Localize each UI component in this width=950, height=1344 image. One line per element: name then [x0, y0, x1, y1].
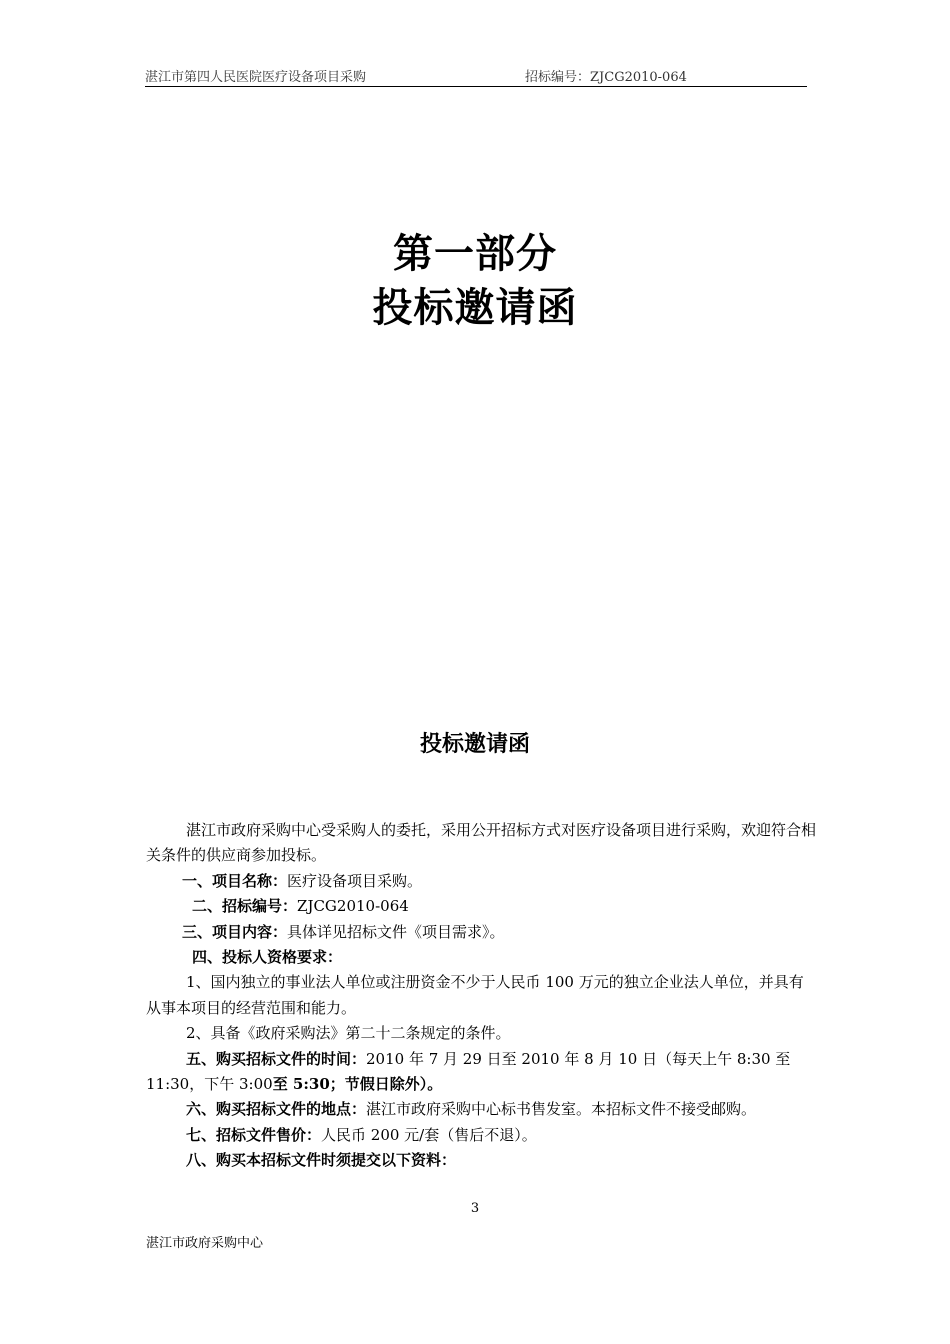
header-project-name: 湛江市第四人民医院医疗设备项目采购 — [145, 70, 367, 85]
item6-value: 湛江市政府采购中心标书售发室。本招标文件不接受邮购。 — [366, 1100, 757, 1119]
page-footer: 湛江市政府采购中心 — [146, 1236, 264, 1251]
item8-label: 八、购买本招标文件时须提交以下资料： — [186, 1151, 457, 1170]
item7-label: 七、招标文件售价： — [186, 1125, 322, 1144]
qualification-1: 1、国内独立的事业法人单位或注册资金不少于人民币 100 万元的独立企业法人单位，并具有从事本项目的经营范围和能力。 — [146, 973, 804, 1017]
item5-value: 2010 年 7 月 29 日至 2010 年 8 月 10 日（每天上午 8:30 至 11:30，下午 3:00 — [146, 1049, 791, 1094]
item-project-name — [146, 869, 816, 894]
invitation-body — [146, 818, 816, 1174]
item7-value: 人民币 200 元/套（售后不退）。 — [321, 1125, 537, 1144]
header-tender-number: 招标编号：ZJCG2010-064 — [525, 70, 687, 85]
item6-label: 六、购买招标文件的地点： — [186, 1100, 367, 1119]
item-qualifications — [146, 945, 816, 970]
item-required-documents — [146, 1148, 816, 1173]
page-number: 3 — [470, 1201, 480, 1216]
intro-paragraph: 湛江市政府采购中心受采购人的委托，采用公开招标方式对医疗设备项目进行采购，欢迎符合相关条件的供应商参加投标。 — [146, 821, 817, 865]
item1-label: 一、项目名称： — [182, 871, 288, 890]
qualification-2: 2、具备《政府采购法》第二十二条规定的条件。 — [186, 1024, 511, 1043]
item5-tail: 至 5:30；节假日除外）。 — [272, 1075, 443, 1094]
item3-label: 三、项目内容： — [182, 922, 288, 941]
item-tender-number — [146, 894, 816, 919]
item-purchase-time — [146, 1047, 816, 1098]
item5-label: 五、购买招标文件的时间： — [186, 1049, 367, 1068]
part-title-line2: 投标邀请函 — [372, 284, 578, 331]
item2-label: 二、招标编号： — [192, 897, 298, 916]
item-project-content — [146, 920, 816, 945]
item-purchase-place — [146, 1097, 816, 1122]
item2-value: ZJCG2010-064 — [297, 897, 409, 916]
item4-label: 四、投标人资格要求： — [192, 948, 343, 967]
section-title: 投标邀请函 — [419, 731, 530, 757]
page-header — [145, 66, 807, 87]
item1-value: 医疗设备项目采购。 — [287, 871, 423, 890]
part-title-line1: 第一部分 — [393, 230, 557, 277]
item-price — [146, 1123, 816, 1148]
item3-value: 具体详见招标文件《项目需求》。 — [287, 922, 505, 941]
